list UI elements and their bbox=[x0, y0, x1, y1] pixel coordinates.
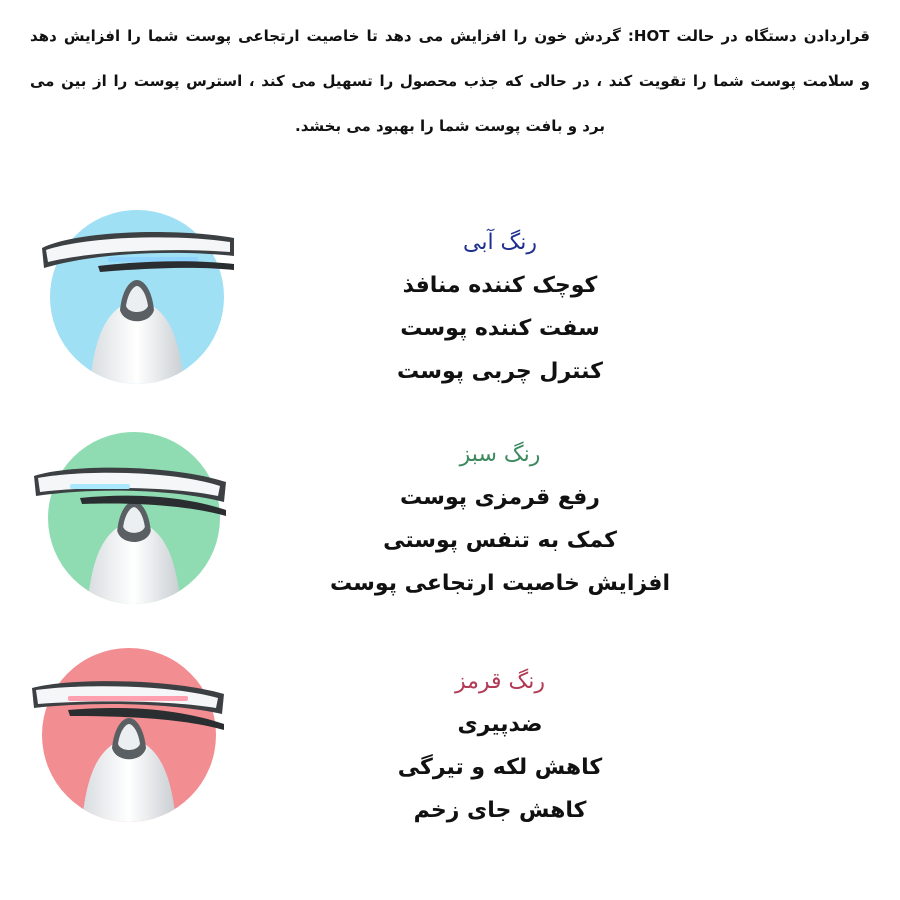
mode-item: کمک به تنفس پوستی bbox=[383, 528, 617, 553]
mode-item: کاهش لکه و تیرگی bbox=[397, 755, 603, 780]
mode-item: کاهش جای زخم bbox=[413, 798, 587, 823]
led-strip bbox=[68, 696, 188, 701]
intro-line-3: برد و بافت پوست شما را بهبود می بخشد. bbox=[295, 117, 605, 135]
intro-line-1: قراردادن دستگاه در حالت HOT: گردش خون را افزایش می دهد تا خاصیت ارتجاعی پوست شما را افزایش دهد bbox=[30, 27, 870, 45]
mode-item: کنترل چربی پوست bbox=[397, 359, 603, 384]
mode-item: سفت کننده پوست bbox=[400, 316, 600, 341]
mode-item: کوچک کننده منافذ bbox=[402, 273, 598, 298]
mode-text-green bbox=[300, 440, 700, 605]
intro-line-2: و سلامت پوست شما را تقویت کند ، در حالی که جذب محصول را تسهیل می کند ، استرس پوست را از بین می bbox=[30, 72, 870, 90]
mode-item: افزایش خاصیت ارتجاعی پوست bbox=[329, 571, 670, 596]
mode-text-red bbox=[300, 667, 700, 832]
mode-item: رفع قرمزی پوست bbox=[400, 485, 600, 510]
mode-item: ضدپیری bbox=[457, 712, 543, 737]
mode-title: رنگ سبز bbox=[459, 442, 541, 467]
mode-title: رنگ قرمز bbox=[454, 669, 545, 694]
mode-title: رنگ آبی bbox=[462, 230, 537, 255]
device-head-red bbox=[28, 674, 228, 744]
device-head-green bbox=[30, 462, 230, 532]
device-head-blue bbox=[38, 220, 238, 290]
intro-paragraph bbox=[30, 14, 870, 149]
led-strip bbox=[70, 484, 130, 489]
mode-text-blue bbox=[300, 228, 700, 393]
